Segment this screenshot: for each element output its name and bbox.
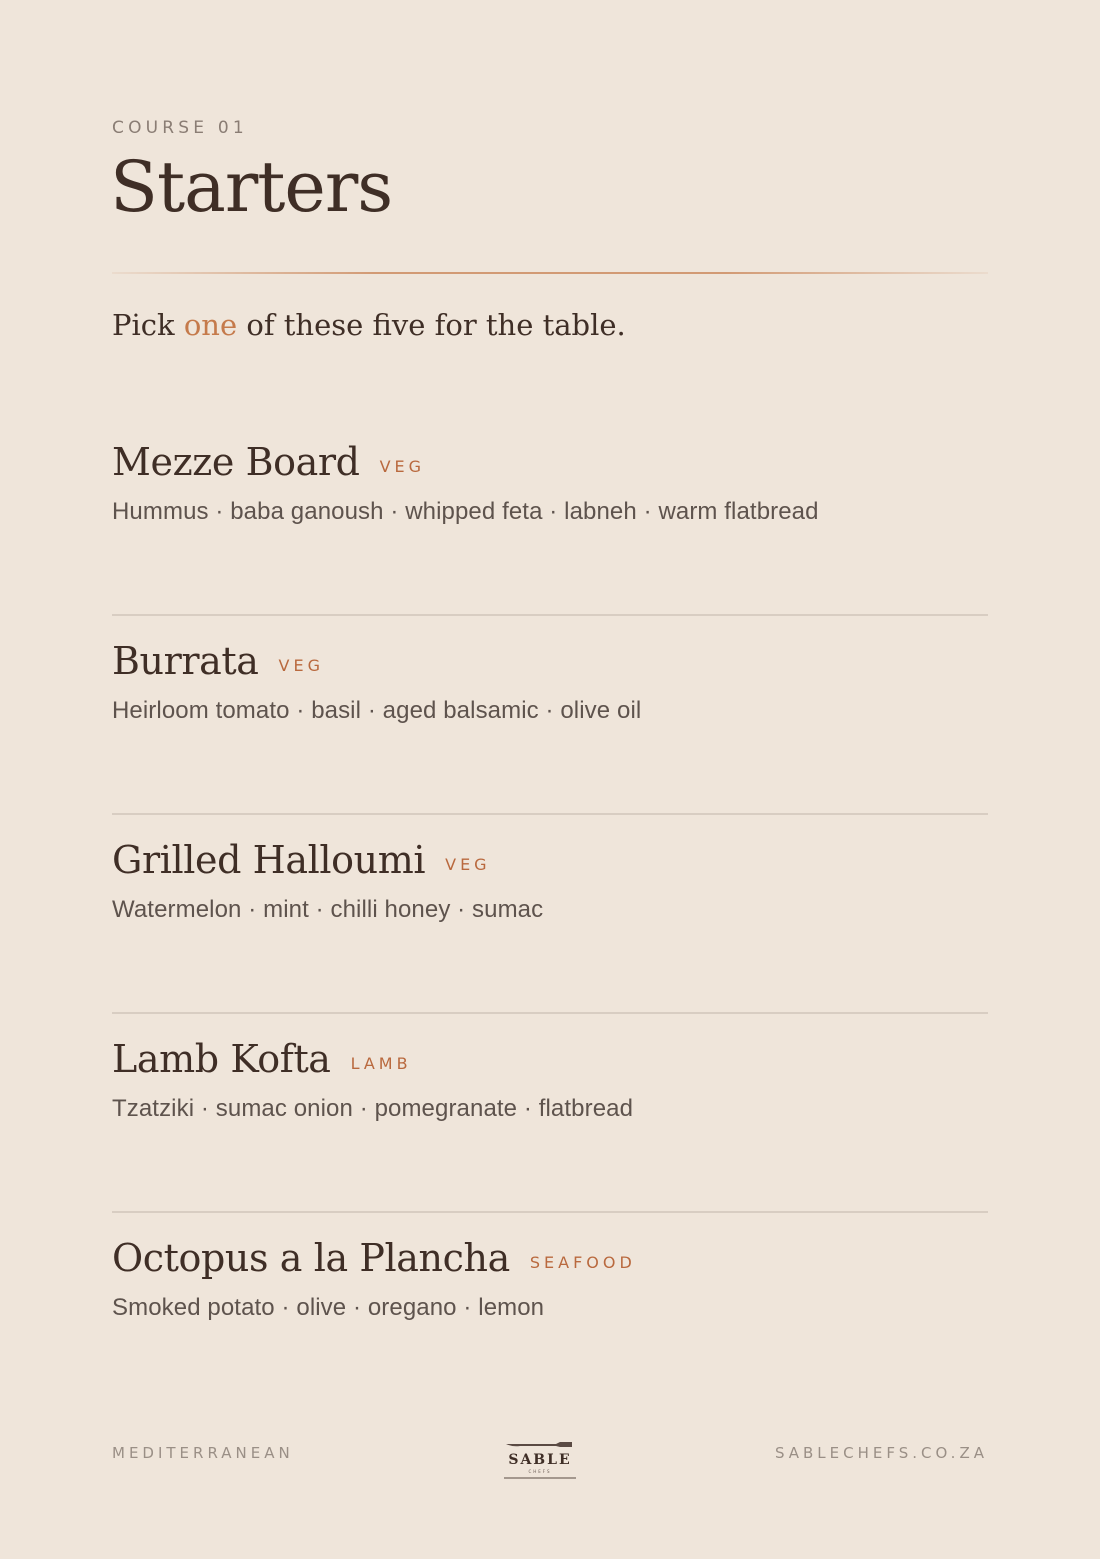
menu-item (112, 440, 988, 526)
logo-subtext: CHEFS (528, 1469, 552, 1474)
menu-item-description: Tzatziki · sumac onion · pomegranate · flatbread (112, 1095, 634, 1122)
course-label: COURSE 01 (112, 118, 248, 138)
dietary-tag: VEG (445, 855, 491, 874)
dietary-tag: VEG (379, 457, 426, 476)
intro-accent-word: one (183, 308, 238, 342)
menu-item-description: Watermelon · mint · chilli honey · sumac (112, 896, 544, 923)
menu-item-name: Burrata (112, 639, 259, 683)
menu-item (112, 639, 988, 725)
menu-item-name: Grilled Halloumi (112, 838, 426, 882)
dietary-tag: SEAFOOD (529, 1253, 636, 1272)
dietary-tag: VEG (278, 656, 324, 675)
page-title: Starters (110, 146, 393, 228)
website-link[interactable]: SABLECHEFS.CO.ZA (774, 1444, 988, 1462)
item-divider (112, 1211, 988, 1213)
item-divider (112, 1012, 988, 1014)
knife-icon (506, 1442, 572, 1447)
intro-text-start: Pick (112, 308, 184, 342)
menu-item-description: Hummus · baba ganoush · whipped feta · labneh · warm flatbread (112, 498, 819, 525)
cuisine-label: MEDITERRANEAN (112, 1444, 294, 1462)
menu-item-name: Mezze Board (112, 440, 360, 484)
intro-text-end: of these five for the table. (237, 308, 626, 342)
item-divider (112, 813, 988, 815)
menu-item-header (112, 639, 988, 683)
sable-chefs-logo (502, 1440, 578, 1482)
title-divider (112, 272, 988, 274)
logo-wordmark: SABLE (508, 1452, 572, 1468)
menu-item-description: Smoked potato · olive · oregano · lemon (112, 1294, 545, 1321)
menu-item-header (112, 838, 988, 882)
menu-item (112, 1037, 988, 1123)
menu-page (112, 0, 988, 1559)
menu-item-description: Heirloom tomato · basil · aged balsamic · olive oil (112, 697, 642, 724)
menu-item-header (112, 440, 988, 484)
menu-item-header (112, 1037, 988, 1081)
menu-item-name: Lamb Kofta (112, 1037, 331, 1081)
intro-text (112, 308, 626, 342)
menu-item-name: Octopus a la Plancha (112, 1236, 510, 1280)
menu-item (112, 1236, 988, 1322)
menu-item (112, 838, 988, 924)
item-divider (112, 614, 988, 616)
menu-item-header (112, 1236, 988, 1280)
dietary-tag: LAMB (350, 1054, 412, 1073)
